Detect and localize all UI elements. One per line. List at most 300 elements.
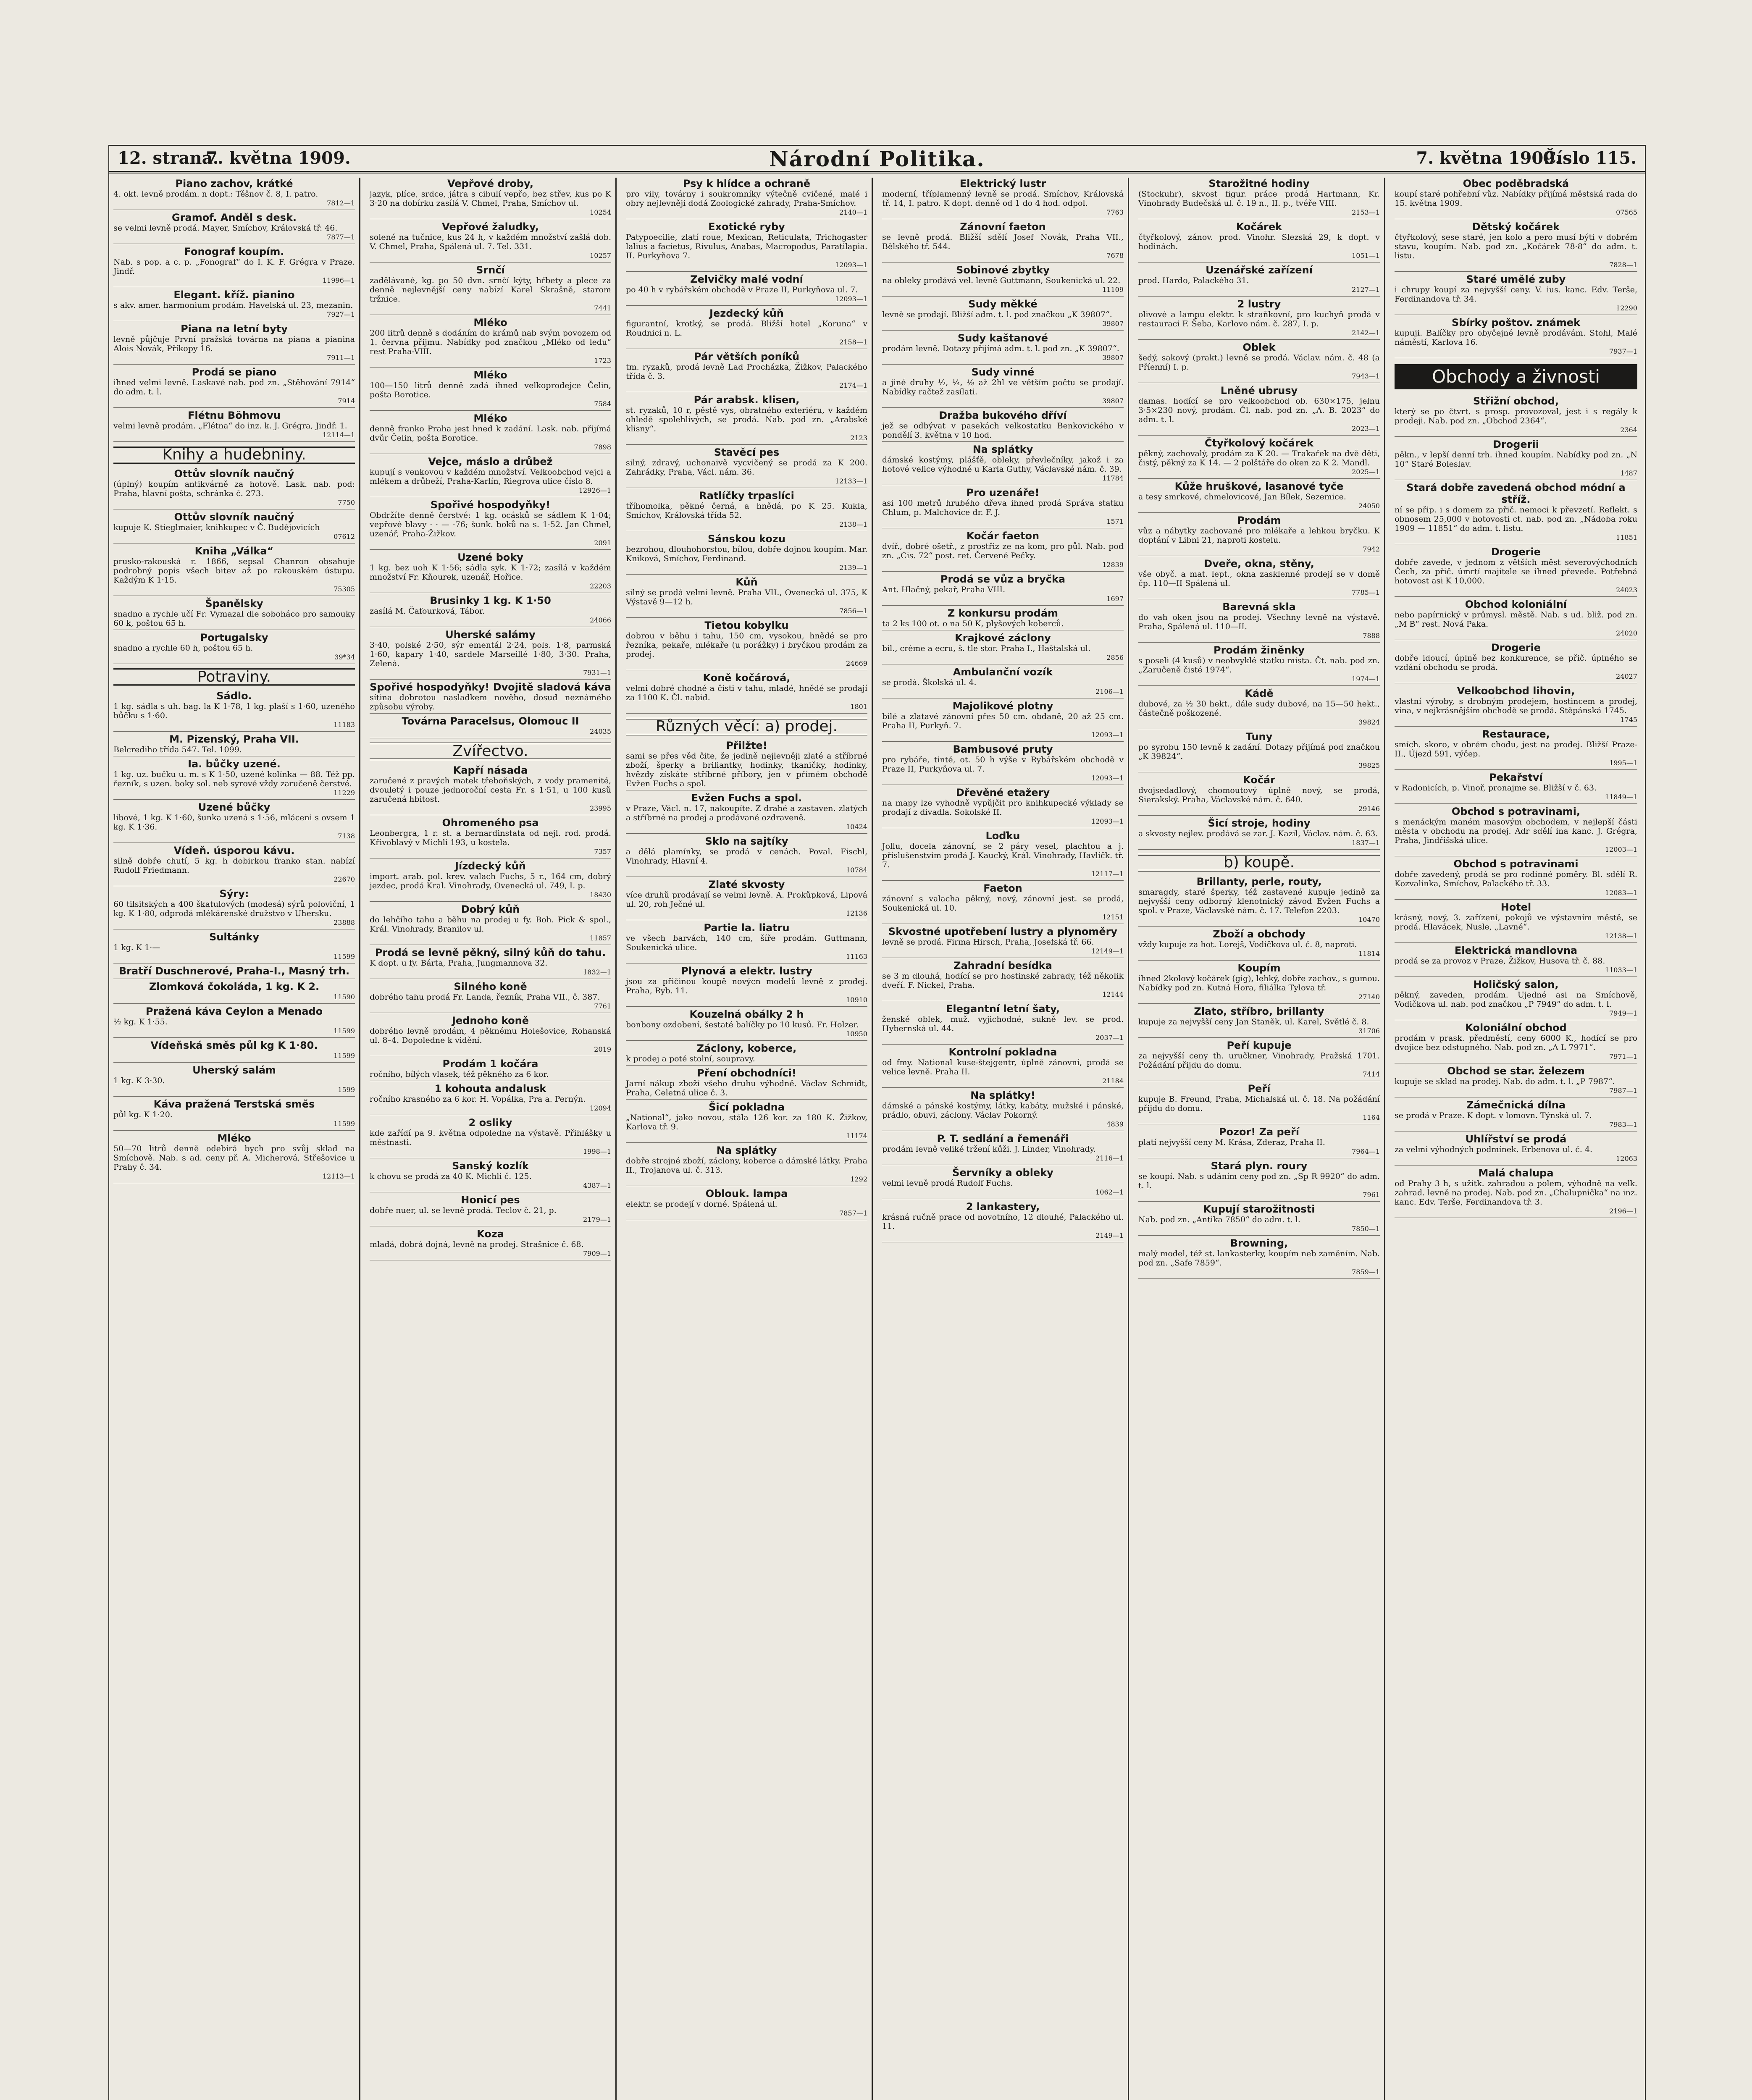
- ad-headline: Kočár: [1243, 774, 1275, 786]
- ad-number: 39807: [1102, 320, 1124, 328]
- classified-ad: [1138, 385, 1380, 436]
- ad-headline: Vídeň. úsporou kávu.: [173, 845, 295, 856]
- ad-number: 1051—1: [1352, 252, 1380, 260]
- ad-list: [370, 178, 611, 738]
- ad-body: ženské oblek, muž. vyjichodné, sukně lev. se prod. Hybernská ul. 44.: [882, 1015, 1124, 1033]
- section-heading: Potraviny.: [113, 668, 355, 686]
- ad-body: kupuje za nejvyšší ceny Jan Staněk, ul. Karel, Světlé č. 8.: [1138, 1017, 1369, 1026]
- classified-ad: [370, 1015, 611, 1056]
- ad-number: 7877—1: [327, 233, 355, 241]
- classified-ad: [1395, 685, 1637, 727]
- ad-number: 11599: [334, 953, 355, 961]
- classified-ad: [626, 533, 867, 575]
- column-4: [878, 178, 1129, 2100]
- ad-body: ročního, bílých vlasek, též pěkného za 6 kor.: [370, 1070, 549, 1079]
- ad-headline: Kůň: [735, 576, 758, 588]
- column-6: [1390, 178, 1642, 2100]
- ad-headline: Obchod s potravinami: [1453, 858, 1579, 870]
- classified-ad: [113, 733, 355, 756]
- column-1: [109, 178, 360, 2100]
- ad-number: 7785—1: [1352, 588, 1380, 596]
- ad-number: 12138—1: [1605, 932, 1637, 940]
- ad-list: [882, 178, 1124, 1242]
- ad-number: 2106—1: [1095, 688, 1124, 696]
- classified-ad: [1395, 945, 1637, 977]
- ad-number: 75305: [334, 585, 355, 593]
- classified-ad: [882, 1167, 1124, 1199]
- ad-headline: Piano zachov, krátké: [175, 178, 293, 189]
- ad-number: 7987—1: [1609, 1087, 1637, 1095]
- ad-body: zasílá M. Čafourková, Tábor.: [370, 606, 485, 616]
- ad-headline: Zlaté skvosty: [708, 879, 785, 890]
- ad-body: smaragdy, staré šperky, též zastavené kupuje jedině za nejvyšší ceny odborný klenotnický závod Evžen Fuchs a spol. v Praze, Václavské nám. č. 17. Telefon 2203.: [1138, 887, 1380, 915]
- ad-headline: Staré umělé zuby: [1466, 273, 1566, 285]
- classified-ad: [113, 845, 355, 886]
- ad-number: 24050: [1358, 502, 1380, 510]
- ad-body: vůz a nábytky zachované pro mlékaře a lehkou bryčku. K doptání v Libni 21, naproti kostelu.: [1138, 526, 1380, 545]
- ad-body: se levně prodá. Bližší sdělí Josef Novák, Praha VII., Bělského tř. 544.: [882, 233, 1124, 251]
- ad-body: krásná ručně prace od novotního, 12 dlouhé, Palackého ul. 11.: [882, 1213, 1124, 1231]
- ad-body: 60 tilsitských a 400 škatulových (modesá) sýrů poloviční, 1 kg. K 1·80, odprodá mlékárenské družstvo v Uhersku.: [113, 900, 355, 918]
- ad-number: 7909—1: [583, 1250, 611, 1257]
- classified-ad: [113, 1132, 355, 1183]
- ad-headline: Zlomková čokoláda, 1 kg. K 2.: [149, 981, 320, 992]
- ad-headline: Dražba bukového dříví: [939, 410, 1067, 421]
- classified-ad: [1138, 644, 1380, 686]
- classified-ad: [882, 743, 1124, 785]
- ad-headline: Skvostné upotřebení lustry a plynoměry: [888, 926, 1118, 937]
- masthead-title: Národní Politika.: [769, 147, 985, 171]
- classified-ad: [113, 246, 355, 287]
- classified-ad: [1395, 806, 1637, 856]
- ad-number: 1487: [1620, 469, 1637, 477]
- classified-ad: [882, 787, 1124, 828]
- ad-headline: Sobinové zbytky: [956, 264, 1050, 276]
- ad-headline: Jízdecký kůň: [455, 860, 526, 872]
- ad-number: 2142—1: [1352, 329, 1380, 337]
- ad-number: 1995—1: [1609, 759, 1637, 767]
- ad-number: 22203: [590, 582, 611, 590]
- ad-body: Nab. pod zn. „Antika 7850“ do adm. t. l.: [1138, 1215, 1300, 1224]
- classified-ad: [1395, 395, 1637, 437]
- classified-ad: [882, 1133, 1124, 1165]
- ad-number: 7927—1: [327, 310, 355, 318]
- ad-number: 11163: [846, 953, 867, 961]
- ad-body: od fmy. National kuse-štejgentr, úplně zánovní, prodá se velice levně. Praha II.: [882, 1058, 1124, 1076]
- ad-number: 7763: [1106, 208, 1124, 216]
- classified-ad: [370, 947, 611, 979]
- classified-ad: [113, 1098, 355, 1131]
- ad-body: kupuje B. Freund, Praha, Michalská ul. č. 18. Na požádání přijdu do domu.: [1138, 1095, 1380, 1113]
- ad-body: na mapy lze vyhodně vypůjčit pro knihkupecké výklady se prodají z divadla. Sokolské II.: [882, 798, 1124, 817]
- ad-body: bíl., crème a ecru, š. tle stor. Praha I., Haštalská ul.: [882, 644, 1091, 653]
- ad-number: 11109: [1102, 286, 1124, 294]
- ad-body: a jiné druhy ½, ¼, ⅛ až 2hl ve větším počtu se prodají. Nabídky račtež zasílati.: [882, 378, 1124, 396]
- ad-headline: Koupím: [1237, 962, 1281, 974]
- ad-body: a dělá plamínky, se prodá v cenách. Poval. Fischl, Vinohrady, Hlavní 4.: [626, 847, 867, 866]
- ad-body: se koupí. Nab. s udáním ceny pod zn. „Sp R 9920“ do adm. t. l.: [1138, 1172, 1380, 1190]
- ad-headline: Kočár faeton: [966, 530, 1040, 542]
- ad-number: 7850—1: [1352, 1225, 1380, 1233]
- ad-number: 1723: [594, 357, 611, 365]
- ad-headline: Dobrý kůň: [461, 903, 520, 915]
- ad-body: dobrého tahu prodá Fr. Landa, řezník, Praha VII., č. 387.: [370, 992, 600, 1002]
- classified-ad: [882, 332, 1124, 365]
- ad-body: dvojsedadlový, chomoutový úplně nový, se prodá, Sierakský. Praha, Václavské nám. č. 640.: [1138, 786, 1380, 804]
- ad-body: čtyřkolový, zánov. prod. Vinohr. Slezská 29, k dopt. v hodinách.: [1138, 233, 1380, 251]
- classified-ad: [626, 835, 867, 877]
- ad-headline: Pekařství: [1489, 772, 1543, 783]
- ad-body: kupuje se sklad na prodej. Nab. do adm. t. l. „P 7987“.: [1395, 1077, 1615, 1086]
- ad-body: zadělávané, kg. po 50 dvn. srnčí kýty, hřbety a plece za denně nejlevnější ceny nabízí Karel Skrašně, starom tržnice.: [370, 276, 611, 304]
- classified-ad: [626, 576, 867, 618]
- classified-ad: [882, 632, 1124, 664]
- ad-headline: 1 kohouta andalusk: [434, 1083, 546, 1095]
- ad-body: velmi dobré chodné a čisti v tahu, mladé, hnědé se prodají za 1100 K. Čl. nabid.: [626, 684, 867, 702]
- ad-number: 12094: [590, 1104, 611, 1112]
- ad-headline: Oblek: [1242, 341, 1276, 353]
- ad-number: 7750: [338, 499, 355, 507]
- ad-body: kupuje K. Stieglmaier, knihkupec v Č. Budějovicích: [113, 523, 320, 532]
- classified-ad: [370, 1228, 611, 1260]
- ad-body: st. ryzaků, 10 r, pěstě vys, obratného exteriéru, v každém ohledě spolehlivých, se prodá. Nab. pod zn. „Arabské klisny“.: [626, 406, 867, 433]
- classified-ad: [113, 366, 355, 408]
- ad-headline: Honicí pes: [461, 1194, 520, 1206]
- ad-body: po syrobu 150 levně k zadání. Dotazy přijímá pod značkou „K 39824“.: [1138, 743, 1380, 761]
- ad-body: silný, zdravý, uchonaivě vycvičený se prodá za K 200. Zahrádky, Praha, Václ. nám. 36.: [626, 458, 867, 477]
- ad-body: půl kg. K 1·20.: [113, 1110, 173, 1119]
- ad-headline: Sýry:: [219, 888, 249, 900]
- ad-number: 2138—1: [839, 520, 867, 528]
- ad-body: se prodá v Praze. K dopt. v lomovn. Týnská ul. 7.: [1395, 1111, 1592, 1120]
- ad-number: 24020: [1616, 629, 1637, 637]
- ad-number: 07612: [334, 533, 355, 541]
- ad-number: 12113—1: [322, 1172, 355, 1180]
- ad-headline: Zahradní besídka: [953, 960, 1052, 971]
- ad-body: prod. Hardo, Palackého 31.: [1138, 276, 1249, 285]
- issue-number: Číslo 115.: [1543, 148, 1636, 168]
- classified-ad: [1138, 928, 1380, 961]
- ad-body: dubové, za ½ 30 hekt., dále sudy dubové, na 15—50 hekt., částečně poškozené.: [1138, 699, 1380, 718]
- ad-body: Obdržíte denně čerstvé: 1 kg. ocásků se sádlem K 1·04; vepřové blavy · · — ·76; šunk. boků na s. 1·52. Jan Chmel, uzenář, Praha-Žižkov.: [370, 511, 611, 538]
- ad-body: jsou za přičinou koupě novýcn modelů levně z prodej. Praha, Ryb. 11.: [626, 977, 867, 995]
- classified-ad: [370, 499, 611, 550]
- classified-ad: [1138, 876, 1380, 927]
- classified-ad: [882, 573, 1124, 606]
- ad-body: kupuji. Balíčky pro obyčejné levně prodávám. Stohl, Malé náměstí, Karlova 16.: [1395, 328, 1637, 347]
- classified-ad: [113, 632, 355, 664]
- ad-body: sami se přes věd čite, že jedině nejlevněji zlaté a stříbrné zboží, šperky a briliantky, hodinky, tkaničky, hodinky, hvězdy získáte stříbrné příbory, jen v přímém obchodě Evžen Fuchs a spol.: [626, 751, 867, 788]
- classified-ad: [626, 307, 867, 349]
- ad-headline: Zelvičky malé vodní: [690, 273, 803, 285]
- ad-body: 1 kg. K 3·30.: [113, 1076, 165, 1085]
- ad-body: asi 100 metrů hrubého dřeva ihned prodá Správa statku Chlum, p. Malchovice dr. F. J.: [882, 499, 1124, 517]
- ad-headline: Pár arabsk. klisen,: [693, 394, 800, 406]
- ad-number: 24066: [590, 616, 611, 624]
- ad-number: 1599: [338, 1086, 355, 1094]
- classified-ad: [626, 351, 867, 392]
- ad-number: 12114—1: [322, 431, 355, 439]
- ad-body: dámské a pánské kostýmy, látky, kabáty, mužské i pánské, prádlo, obuvi, záclony. Václav Pokorný.: [882, 1101, 1124, 1120]
- classified-ad: [1138, 1126, 1380, 1158]
- page-header: [109, 146, 1645, 173]
- ad-headline: Peří: [1248, 1083, 1271, 1095]
- classified-ad: [1395, 1099, 1637, 1131]
- ad-number: 7983—1: [1609, 1121, 1637, 1129]
- ad-number: 12926—1: [578, 486, 611, 494]
- ad-number: 10254: [590, 208, 611, 216]
- ad-headline: Uhlířství se prodá: [1465, 1133, 1567, 1145]
- ad-number: 7971—1: [1609, 1053, 1637, 1060]
- ad-number: 2153—1: [1352, 208, 1380, 216]
- ad-body: K dopt. u fy. Bárta, Praha, Jungmannova 32.: [370, 958, 548, 968]
- ad-body: denně franko Praha jest hned k zadání. Lask. nab. přijímá dvůr Čelin, pošta Borotice.: [370, 424, 611, 443]
- ad-headline: Malá chalupa: [1478, 1167, 1554, 1179]
- ad-number: 10784: [846, 866, 867, 874]
- classified-ad: [882, 366, 1124, 408]
- ad-body: elektr. se prodejí v dorné. Spálená ul.: [626, 1200, 777, 1209]
- classified-ad: [882, 410, 1124, 442]
- ad-body: se 3 m dlouhá, hodící se pro hostinské zahrady, též několik dveří. F. Nickel, Praha.: [882, 971, 1124, 990]
- ad-number: 7961: [1363, 1191, 1380, 1199]
- classified-ad: [370, 903, 611, 945]
- classified-ad: [626, 490, 867, 531]
- ad-number: 2139—1: [839, 564, 867, 572]
- ad-headline: Brillanty, perle, routy,: [1196, 876, 1322, 887]
- ad-headline: Uzenářské zařízení: [1206, 264, 1313, 276]
- ad-headline: Vepřové žaludky,: [442, 221, 539, 233]
- ad-number: 11590: [334, 993, 355, 1001]
- ad-headline: Kapří násada: [453, 764, 528, 776]
- ad-headline: Koza: [477, 1228, 504, 1240]
- ad-number: 23888: [334, 919, 355, 927]
- classified-ad: [626, 1008, 867, 1041]
- ad-headline: Pozor! Za peří: [1219, 1126, 1300, 1138]
- classified-ad: [370, 221, 611, 262]
- ad-list: [1395, 395, 1637, 1218]
- ad-body: Leonbergra, 1 r. st. a bernardinstata od nejl. rod. prodá. Křivoblavý v Michli 193, u kostela.: [370, 829, 611, 847]
- ad-headline: Bratří Duschnerové, Praha-I., Masný trh.: [118, 965, 350, 977]
- ad-body: do vah oken jsou na prodej. Všechny levně na výstavě. Praha, Spálená ul. 110—II.: [1138, 613, 1380, 631]
- ad-headline: Šicí stroje, hodiny: [1208, 817, 1311, 829]
- ad-body: bílé a zlatavé zánovní přes 50 cm. obdaně, 20 až 25 cm. Praha II, Purkyň. 7.: [882, 712, 1124, 730]
- classified-ad: [370, 1058, 611, 1081]
- ad-number: 24027: [1616, 672, 1637, 680]
- ad-headline: Elegant. kříž. pianino: [173, 289, 295, 301]
- ad-body: vždy kupuje za hot. Lorejš, Vodičkova ul. č. 8, naproti.: [1138, 940, 1357, 949]
- ad-headline: Prodá se piano: [192, 366, 277, 378]
- classified-ad: [882, 298, 1124, 331]
- ad-headline: Ottův slovník naučný: [174, 468, 294, 480]
- ad-number: 12083—1: [1605, 889, 1637, 897]
- ad-headline: Na splátky: [716, 1144, 777, 1156]
- ad-body: dobrého levně prodám, 4 pěknému Holešovice, Rohanská ul. 8–4. Dopoledne k vidění.: [370, 1026, 611, 1045]
- ad-body: ní se přip. i s domem za přič. nemoci k převzetí. Reflekt. s obnosem 25,000 v hotovosti ct. nab. pod zn. „Nádoba roku 1909 — 11851“ do adm. t. listu.: [1395, 505, 1637, 533]
- ad-number: 1801: [850, 703, 867, 711]
- classified-ad: [113, 598, 355, 630]
- classified-ad: [113, 1040, 355, 1063]
- ad-number: 7914: [338, 397, 355, 405]
- ad-body: vlastní výroby, s drobným prodejem, hostincem a prodej, vína, v nejkrásnějším obchodě se prodá. Stěpánská 1745.: [1395, 697, 1637, 715]
- ad-number: 7911—1: [327, 354, 355, 362]
- ad-number: 1292: [850, 1175, 867, 1183]
- ad-number: 7964—1: [1352, 1147, 1380, 1155]
- ad-number: 7943—1: [1352, 372, 1380, 380]
- ad-body: prodám levně veliké tržení kůži. J. Linder, Vinohrady.: [882, 1144, 1096, 1154]
- ad-number: 11599: [334, 1027, 355, 1035]
- ad-number: 1974—1: [1352, 675, 1380, 683]
- ad-body: koupí staré pohřební vůz. Nabídky přijímá městská rada do 15. května 1909.: [1395, 189, 1637, 208]
- ad-headline: Vepřové droby,: [447, 178, 533, 189]
- ad-headline: Zánovní faeton: [960, 221, 1046, 233]
- ad-headline: Na splátky!: [970, 1089, 1035, 1101]
- ad-headline: M. Pizenský, Praha VII.: [169, 733, 299, 745]
- ad-body: čtyřkolový, sese staré, jen kolo a pero musí býti v dobrém stavu, koupím. Nab. pod zn. „Kočárek 78·8“ do adm. t. listu.: [1395, 233, 1637, 260]
- page-number: 12. strana.: [118, 148, 219, 168]
- ad-headline: 2 osliky: [468, 1117, 512, 1129]
- ad-headline: Dveře, okna, stěny,: [1204, 558, 1314, 570]
- ad-number: 7414: [1363, 1070, 1380, 1078]
- ad-headline: Zboží a obchody: [1213, 928, 1305, 940]
- ad-number: 7857—1: [839, 1209, 867, 1217]
- ad-body: Jollu, docela zánovní, se 2 páry vesel, plachtou a j. příslušenstvím prodá J. Kaucký, Král. Vinohrady, Havlíčk. tř. 7.: [882, 842, 1124, 869]
- ad-body: bonbony ozdobení, šestaté balíčky po 10 kusů. Fr. Holzer.: [626, 1020, 859, 1029]
- classified-ad: [626, 965, 867, 1007]
- classified-ad: [626, 273, 867, 306]
- ad-headline: Zlato, stříbro, brillanty: [1194, 1005, 1324, 1017]
- ad-number: 11033—1: [1605, 966, 1637, 974]
- ad-body: s menáckým maném masovým obchodem, v nejlepší části města v obchodu na prodej. Adr sdělí ina kanc. J. Grégra, Praha, Jindřišská ulice.: [1395, 817, 1637, 845]
- ad-number: 11599: [334, 1120, 355, 1128]
- ad-headline: Kůže hruškové, lasanové tyče: [1174, 480, 1344, 492]
- ad-number: 12151: [1102, 913, 1124, 921]
- ad-body: tm. ryzaků, prodá levně Lad Procházka, Žižkov, Palackého třída č. 3.: [626, 362, 867, 381]
- ad-headline: Sanský kozlík: [452, 1160, 529, 1172]
- ad-headline: Čtyřkolový kočárek: [1204, 437, 1314, 449]
- section-heading: Různých věcí: a) prodej.: [626, 718, 867, 735]
- classified-ad: [1138, 221, 1380, 262]
- ad-number: 12839: [1102, 561, 1124, 569]
- classified-ad: [626, 1101, 867, 1143]
- ad-headline: Starožitné hodiny: [1208, 178, 1310, 189]
- ad-body: pěkný, zaveden, prodám. Ujedné asi na Smíchově, Vodičkova ul. nab. pod značkou „P 7949“ do adm. t. l.: [1395, 990, 1637, 1009]
- classified-ad: [1395, 1065, 1637, 1097]
- classified-ad: [370, 817, 611, 858]
- ad-number: 12290: [1616, 304, 1637, 312]
- ad-headline: Obchod se star. železem: [1447, 1065, 1585, 1077]
- ad-headline: Stará plyn. roury: [1211, 1160, 1308, 1172]
- classified-ad: [1395, 979, 1637, 1020]
- ad-headline: Stavěcí pes: [714, 446, 780, 458]
- classified-ad: [882, 700, 1124, 742]
- classified-ad: [370, 1117, 611, 1158]
- ad-body: 3·40, polské 2·50, sýr ementál 2·24, pols. 1·8, parmská 1·60, kapary 1·40, sardele Marseillé 1·80, 3·30. Praha, Zelená.: [370, 640, 611, 668]
- ad-body: tříhomolka, pěkné černá, a hnědá, po K 25. Kukla, Smíchov, Královská třída 52.: [626, 501, 867, 520]
- ad-number: 1164: [1363, 1113, 1380, 1121]
- ad-headline: Střižní obchod,: [1473, 395, 1559, 407]
- ad-headline: Spořivé hospodyňky!: [430, 499, 551, 511]
- ad-body: (Stockuhr), skvost figur. práce prodá Hartmann, Kr. Vinohrady Budečská ul. č. 19 n., II. p., tvéře VIII.: [1138, 189, 1380, 208]
- ad-list: [1138, 178, 1380, 850]
- ad-number: 4387—1: [583, 1181, 611, 1189]
- ad-body: 200 litrů denně s dodáním do krámů nab svým povozem od 1. června přijmu. Nabídky pod značkou „Mléko od ledu“ rest Praha-VIII.: [370, 328, 611, 356]
- classified-ad: [1395, 598, 1637, 640]
- ad-body: Ant. Hlačný, pekař, Praha VIII.: [882, 585, 1006, 594]
- classified-ad: [113, 801, 355, 843]
- classified-ad: [113, 410, 355, 442]
- ad-body: prodám levně. Dotazy přijímá adm. t. l. pod zn. „K 39807“.: [882, 344, 1119, 353]
- ad-number: 27140: [1358, 993, 1380, 1001]
- ad-number: 1998—1: [583, 1147, 611, 1155]
- ad-number: 2179—1: [583, 1215, 611, 1223]
- classified-ad: [370, 1083, 611, 1115]
- classified-ad: [1138, 341, 1380, 383]
- ad-headline: Ratlíčky trpaslíci: [699, 490, 794, 501]
- ad-number: 2123: [850, 434, 867, 442]
- ad-body: do lehčího tahu a běhu na prodej u fy. Boh. Pick & spol., Král. Vinohrady, Branilov ul.: [370, 915, 611, 934]
- classified-ad: [1395, 1167, 1637, 1218]
- ad-number: 12003—1: [1605, 845, 1637, 853]
- ad-body: s poseli (4 kusů) v neobvyklé statku mista. Čt. nab. pod zn. „Zaručeně čisté 1974“.: [1138, 656, 1380, 675]
- ad-headline: Prodám žiněnky: [1214, 644, 1305, 656]
- ad-number: 11599: [334, 1052, 355, 1060]
- classified-ad: [113, 289, 355, 321]
- ad-number: 31706: [1358, 1027, 1380, 1035]
- classified-ad: [1138, 688, 1380, 729]
- ad-body: dobře zavede, v jednom z větších měst severovýchodních Čech, za přič. úmrtí majitele se ihned převede. Potřebná hotovost asi K 10,000.: [1395, 558, 1637, 585]
- classified-ad: [882, 264, 1124, 297]
- classified-ad: [370, 456, 611, 497]
- ad-body: 4. okt. levně prodám. n dopt.: Těšnov č. 8, I. patro.: [113, 189, 318, 199]
- ad-body: snadno a rychle učí Fr. Vymazal dle soboháco pro samouky 60 k, poštou 65 h.: [113, 609, 355, 628]
- classified-ad: [626, 1067, 867, 1100]
- classified-ad: [113, 178, 355, 210]
- ad-number: 2127—1: [1352, 286, 1380, 294]
- classified-ad: [113, 690, 355, 732]
- ad-list: [113, 468, 355, 664]
- ad-list: [370, 764, 611, 1260]
- ad-number: 7859—1: [1352, 1268, 1380, 1276]
- ad-headline: Uzené bůčky: [198, 801, 271, 813]
- ad-headline: Oblouk. lampa: [705, 1188, 788, 1200]
- ad-body: ihned velmi levně. Laskavé nab. pod zn. „Stěhování 7914“ do adm. t. l.: [113, 378, 355, 396]
- ad-headline: Elektrický lustr: [959, 178, 1046, 189]
- ad-headline: Barevná skla: [1222, 601, 1296, 613]
- ad-headline: Psy k hlídce a ochraně: [683, 178, 811, 189]
- ad-body: Patypoecilie, zlatí roue, Mexican, Reticulata, Trichogaster lalius a facietus, Rivulus, Anabas, Macropodus, Paratilapia. II. Purkyňova 7.: [626, 233, 867, 260]
- ad-number: 11229: [334, 789, 355, 797]
- classified-ad: [626, 221, 867, 272]
- ad-headline: Káva pražená Terstská směs: [153, 1098, 315, 1110]
- ad-number: 21184: [1102, 1077, 1124, 1085]
- classified-ad: [113, 468, 355, 509]
- ad-number: 1571: [1106, 517, 1124, 525]
- ad-body: (úplný) koupím antikvárně za hotově. Lask. nab. pod: Praha, hlavní pošta, schránka č. 273.: [113, 480, 355, 498]
- ad-body: ihned 2kolový kočárek (gig), lehký, dobře zachov., s gumou. Nabídky pod zn. Kutná Hora, filiálka Tylova tř.: [1138, 974, 1380, 992]
- ad-body: 1 kg. K 1·—: [113, 943, 160, 952]
- ad-number: 2037—1: [1095, 1034, 1124, 1042]
- classified-ad: [370, 264, 611, 315]
- ad-body: a skvosty nejlev. prodává se zar. J. Kazil, Václav. nám. č. 63.: [1138, 829, 1378, 838]
- ad-number: 2856: [1106, 654, 1124, 662]
- ad-headline: Hotel: [1500, 901, 1531, 913]
- ad-headline: Koně kočárová,: [703, 672, 791, 684]
- ad-body: zaručené z pravých matek třeboňských, z vody pramenité, dvouletý i pouze jednoroční cesta Fr. s 1·51, u 100 kusů zaručená hbitost.: [370, 776, 611, 804]
- classified-ad: [370, 629, 611, 680]
- ad-headline: Ottův slovník naučný: [174, 511, 294, 523]
- ad-body: Belcrediho třída 547. Tel. 1099.: [113, 745, 242, 754]
- ad-headline: Mléko: [473, 317, 507, 328]
